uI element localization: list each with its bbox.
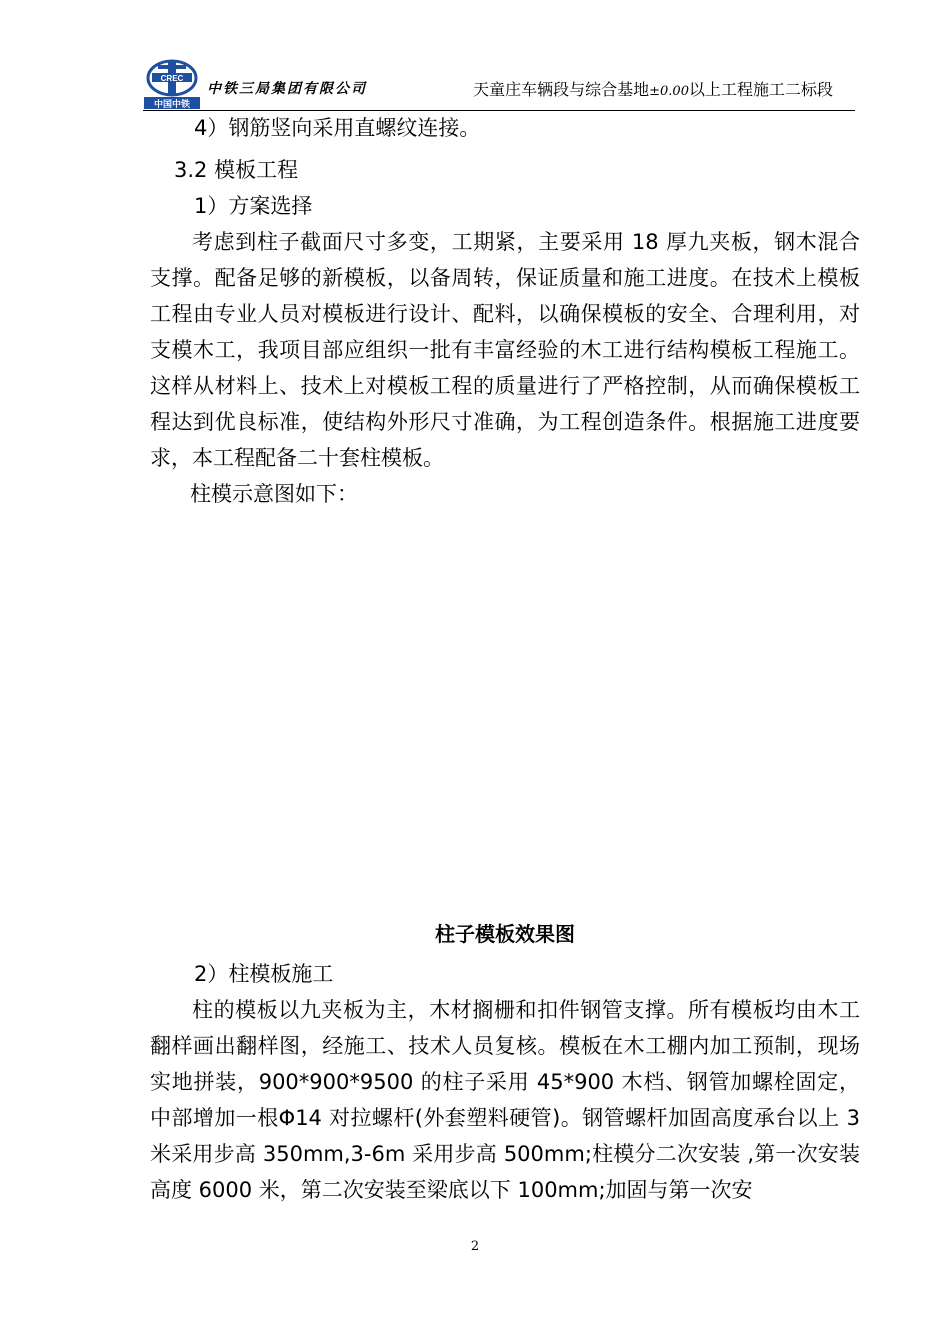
logo-text: 中国中铁 (153, 100, 191, 109)
paragraph-scheme: 考虑到柱子截面尺寸多变，工期紧，主要采用 18 厚九夹板，钢木混合支撑。配备足够的新模板，以备周转，保证质量和施工进度。在技术上模板工程由专业人员对模板进行设计、配料，以确保模板的安全、合理利用，对支模木工，我项目部应组织一批有丰富经验的木工进行结构模板工程施工。这样从材料上、技术上对模板工程的质量进行了严格控制，从而确保模板工程达到优良标准，使结构外形尺寸准确，为工程创造条件。根据施工进度要求，本工程配备二十套柱模板。 (150, 230, 860, 470)
item-rebar-connection: 4）钢筋竖向采用直螺纹连接。 (194, 116, 481, 140)
paragraph-column-formwork: 柱的模板以九夹板为主，木材搁栅和扣件钢管支撑。所有模板均由木工翻样画出翻样图，经施工、技术人员复核。模板在木工棚内加工预制，现场实地拼装，900*900*9500 的柱子采用 45*900 木档、钢管加螺栓固定，中部增加一根Φ14 对拉螺杆(外套塑料硬管)。钢管螺杆加固高度承台以上 3 米采用步高 350mm,3-6m 采用步高 500mm;柱模分二次安装 ,第一次安装高度 6000 米，第二次安装至梁底以下 100mm;加固与第一次安 (150, 998, 860, 1202)
document-body (150, 110, 860, 1208)
figure-caption: 柱子模板效果图 (435, 922, 575, 946)
subheading-column-formwork: 2）柱模板施工 (194, 962, 334, 986)
project-title-suffix: 以上工程施工二标段 (688, 80, 833, 99)
logo-mark: CREC (160, 74, 184, 83)
subheading-scheme-selection: 1）方案选择 (194, 194, 313, 218)
project-title-elevation: ±0.00 (649, 84, 689, 99)
page-header (143, 58, 855, 111)
project-title-prefix: 天童庄车辆段与综合基地 (473, 80, 650, 99)
section-heading-formwork: 3.2 模板工程 (174, 158, 299, 182)
page-number: 2 (470, 1239, 480, 1254)
figure-intro: 柱模示意图如下： (190, 482, 358, 506)
figure-placeholder (150, 512, 860, 914)
crec-logo-icon (144, 59, 200, 109)
project-title (473, 77, 833, 100)
company-name: 中铁三局集团有限公司 (207, 81, 367, 97)
